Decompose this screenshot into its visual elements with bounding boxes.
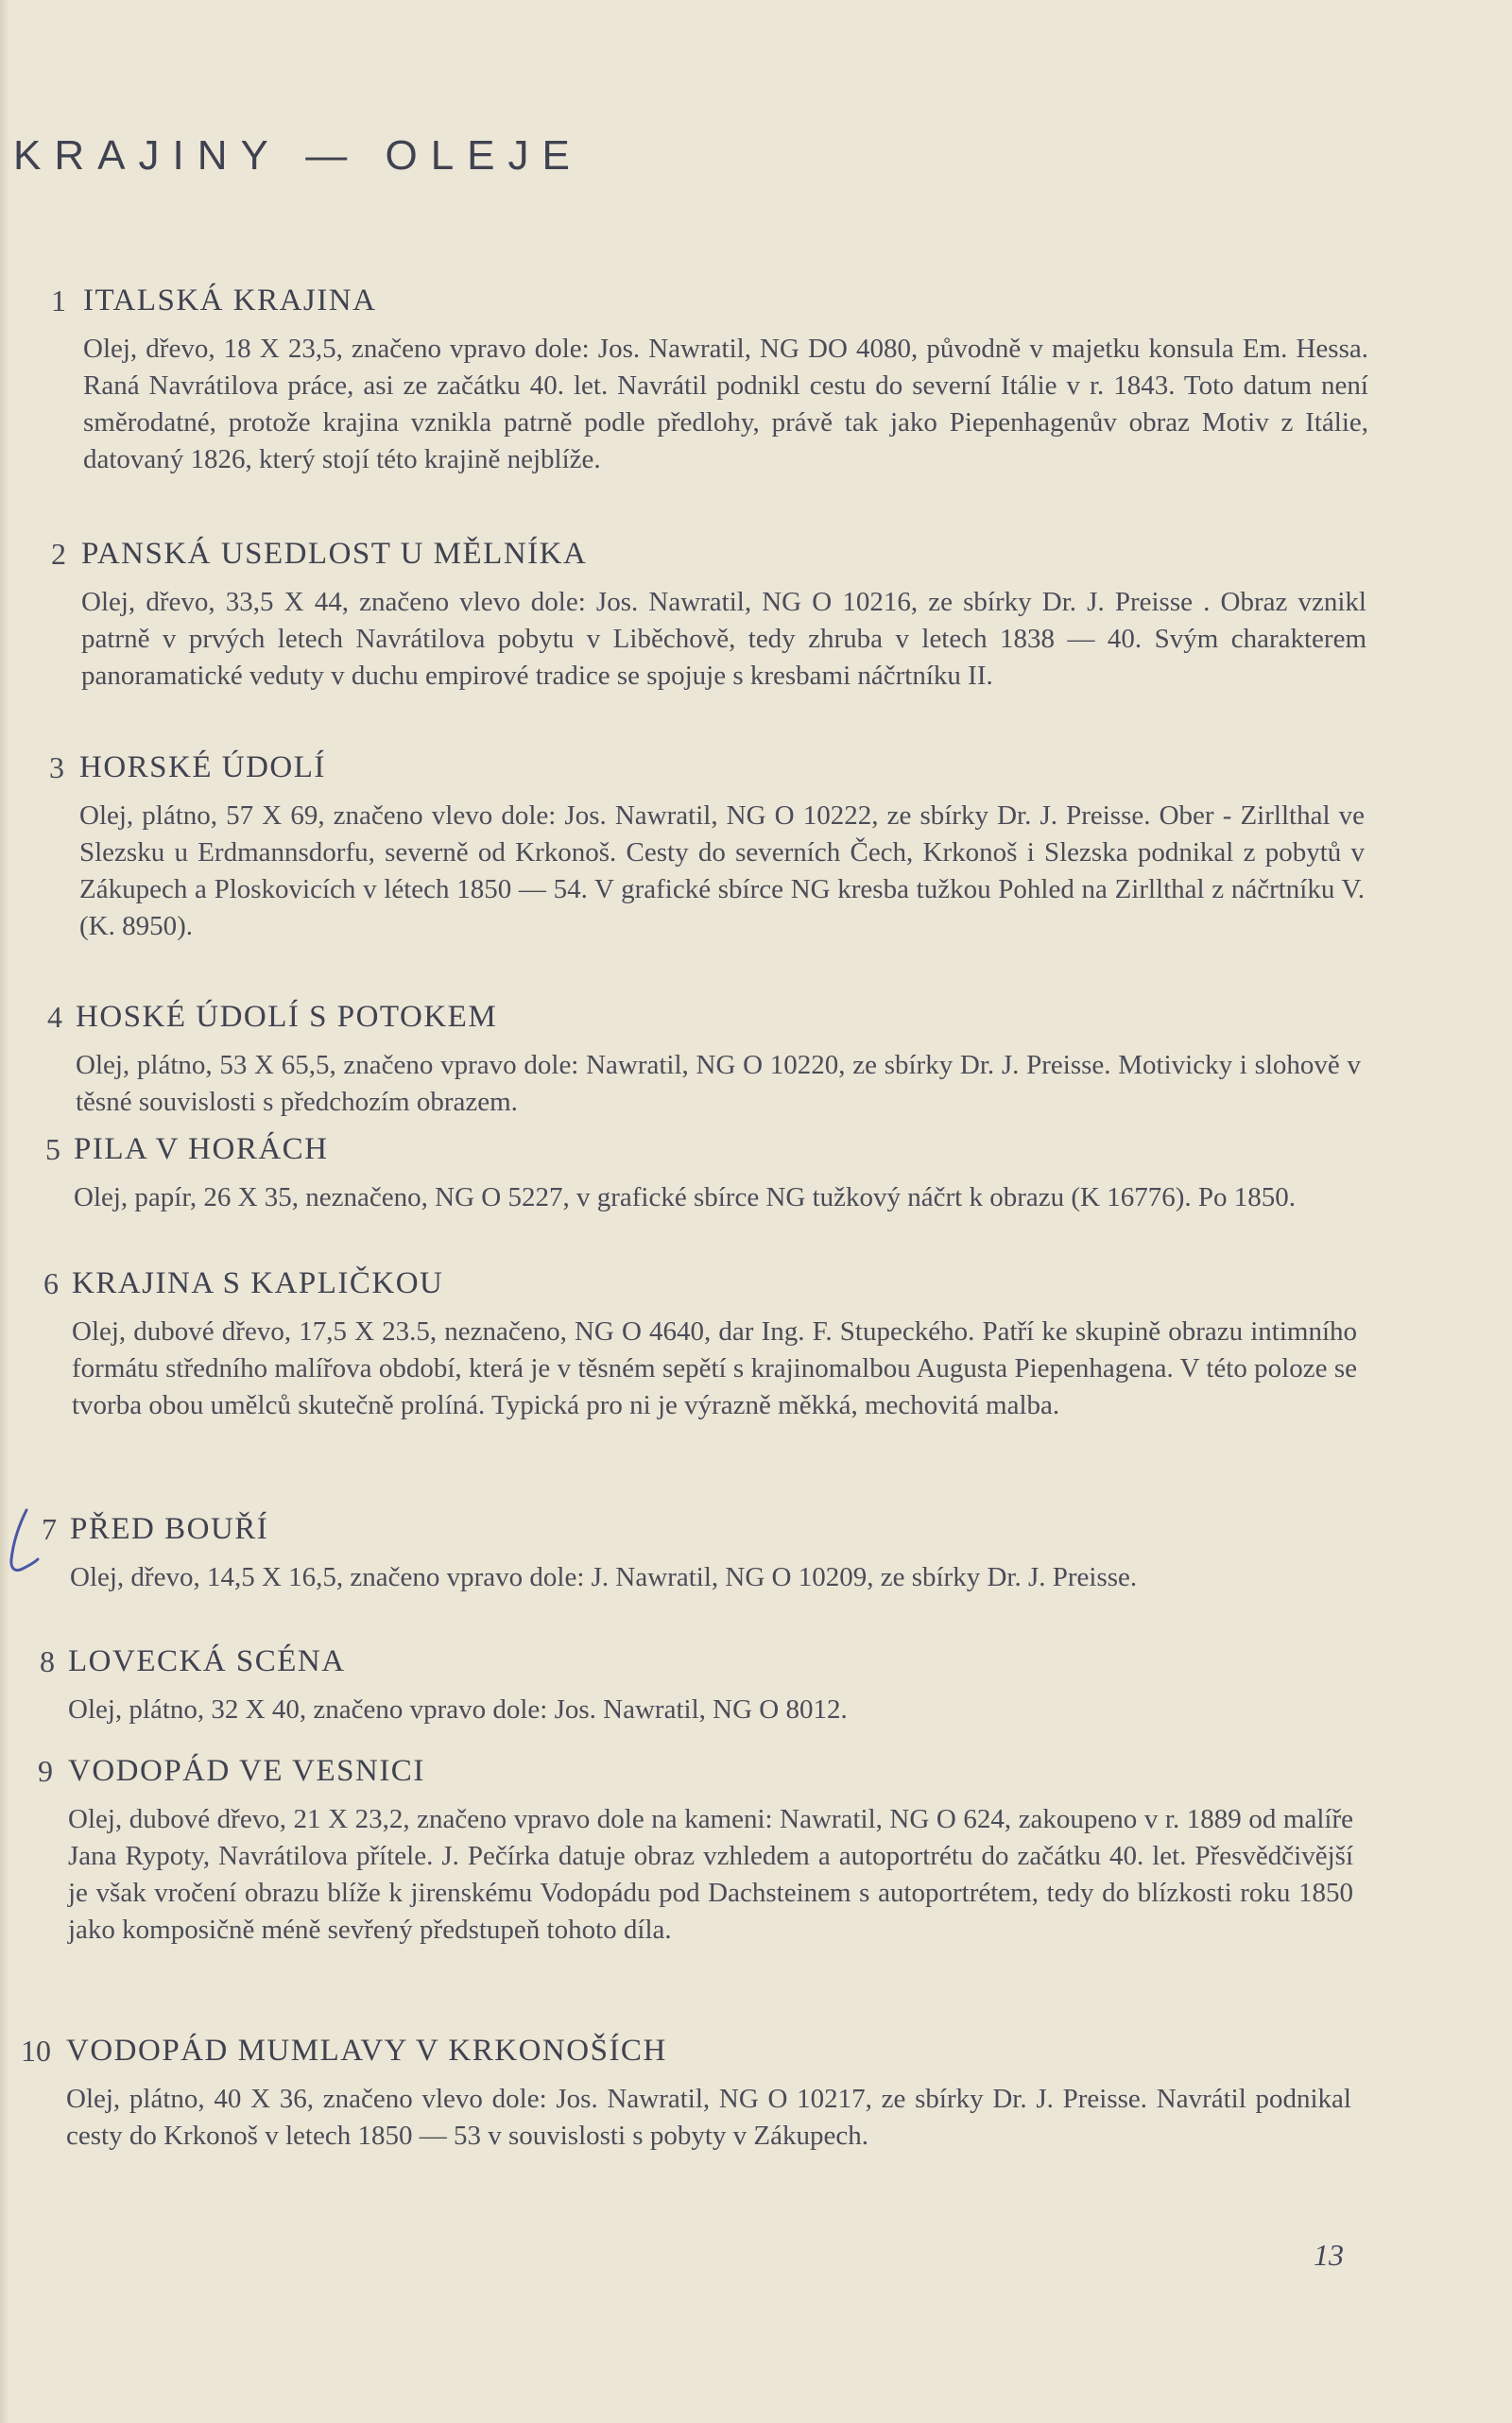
entry-text: Olej, papír, 26 X 35, neznačeno, NG O 5227, v grafické sbírce NG tužkový náčrt k obrazu (K 16776). Po 1850.	[74, 1182, 1297, 1212]
entry-text: Olej, dubové dřevo, 21 X 23,2, značeno vpravo dole na kameni: Nawratil, NG O 624, zakoupeno v r. 1889 od malíře Jana Rypoty, Navrátilova přítele. J. Pečírka datuje obraz vzhledem a autoportrétu do začátku 40. let. Přesvědčivější je však vročení obrazu blíže k jirenskému Vodopádu pod Dachsteinem s autoportrétem, tedy do blízkosti roku 1850 jako komposičně méně sevřený předstupeň tohoto díla.	[68, 1804, 1353, 1945]
entry-text: Olej, dřevo, 18 X 23,5, značeno vpravo dole: Jos. Nawratil, NG DO 4080, původně v majetku konsula Em. Hessa. Raná Navrátilova práce, asi ze začátku 40. let. Navrátil podnikl cestu do severní Itálie v r. 1843. Toto datum není směrodatné, protože krajina vznikla patrně podle předlohy, právě tak jako Piepenhagenův obraz Motiv z Itálie, datovaný 1826, který stojí této krajině nejblíže.	[83, 334, 1368, 474]
page-number: 13	[1314, 2238, 1344, 2272]
entry-text: Olej, dubové dřevo, 17,5 X 23.5, neznačeno, NG O 4640, dar Ing. F. Stupeckého. Patří ke skupině obrazu intimního formátu středního malířova období, která je v těsném sepětí s krajinomalbou Augusta Piepenhagena. V této poloze se tvorba obou umělců skutečně prolíná. Typická pro ni je výrazně měkká, mechovitá malba.	[72, 1316, 1357, 1420]
entry-title: VODOPÁD VE VESNICI	[68, 1754, 425, 1788]
entry-number: 10	[21, 2034, 51, 2068]
entry-number: 4	[47, 1000, 62, 1034]
entry-number: 2	[51, 537, 66, 571]
entry-number: 6	[43, 1266, 59, 1300]
entry-number: 5	[45, 1132, 60, 1166]
entry-text: Olej, plátno, 32 X 40, značeno vpravo dole: Jos. Nawratil, NG O 8012.	[68, 1694, 848, 1725]
entry-title: PILA V HORÁCH	[74, 1132, 329, 1166]
entry-title: KRAJINA S KAPLIČKOU	[72, 1266, 444, 1300]
entry-title: VODOPÁD MUMLAVY V KRKONOŠÍCH	[66, 2034, 667, 2068]
entry-title: LOVECKÁ SCÉNA	[68, 1644, 346, 1678]
entry-number: 8	[40, 1644, 55, 1678]
section-title: KRAJINY — OLEJE	[13, 132, 583, 179]
entry-number: 7	[42, 1512, 57, 1546]
entry-text: Olej, plátno, 57 X 69, značeno vlevo dole: Jos. Nawratil, NG O 10222, ze sbírky Dr. J. Preisse. Ober - Zirllthal ve Slezsku u Erdmannsdorfu, severně od Krkonoš. Cesty do severních Čech, Krkonoš i Slezska podnikal z pobytů v Zákupech a Ploskovicích v létech 1850 — 54. V grafické sbírce NG kresba tužkou Pohled na Zirllthal z náčrtníku V. (K. 8950).	[79, 800, 1365, 941]
entry-number: 9	[38, 1754, 53, 1788]
entry-title: HOSKÉ ÚDOLÍ S POTOKEM	[76, 1000, 498, 1034]
entry-title: PANSKÁ USEDLOST U MĚLNÍKA	[81, 537, 588, 571]
entry-title: PŘED BOUŘÍ	[70, 1512, 269, 1546]
entry-text: Olej, dřevo, 14,5 X 16,5, značeno vpravo dole: J. Nawratil, NG O 10209, ze sbírky Dr. J. Preisse.	[70, 1562, 1138, 1592]
entry-text: Olej, plátno, 40 X 36, značeno vlevo dole: Jos. Nawratil, NG O 10217, ze sbírky Dr. J. Preisse. Navrátil podnikal cesty do Krkonoš v letech 1850 — 53 v souvislosti s pobyty v Zákupech.	[66, 2084, 1351, 2151]
entry-text: Olej, dřevo, 33,5 X 44, značeno vlevo dole: Jos. Nawratil, NG O 10216, ze sbírky Dr. J. Preisse . Obraz vznikl patrně v prvých letech Navrátilova pobytu v Liběchově, tedy zhruba v letech 1838 — 40. Svým charakterem panoramatické veduty v duchu empirové tradice se spojuje s kresbami náčrtníku II.	[81, 587, 1366, 691]
entry-title: ITALSKÁ KRAJINA	[83, 284, 377, 318]
entry-number: 1	[51, 284, 66, 318]
handwritten-mark-icon	[6, 1506, 43, 1582]
entry-number: 3	[49, 750, 64, 784]
entry-title: HORSKÉ ÚDOLÍ	[79, 750, 326, 784]
entry-text: Olej, plátno, 53 X 65,5, značeno vpravo dole: Nawratil, NG O 10220, ze sbírky Dr. J. Preisse. Motivicky i slohově v těsné souvislosti s předchozím obrazem.	[76, 1050, 1361, 1117]
